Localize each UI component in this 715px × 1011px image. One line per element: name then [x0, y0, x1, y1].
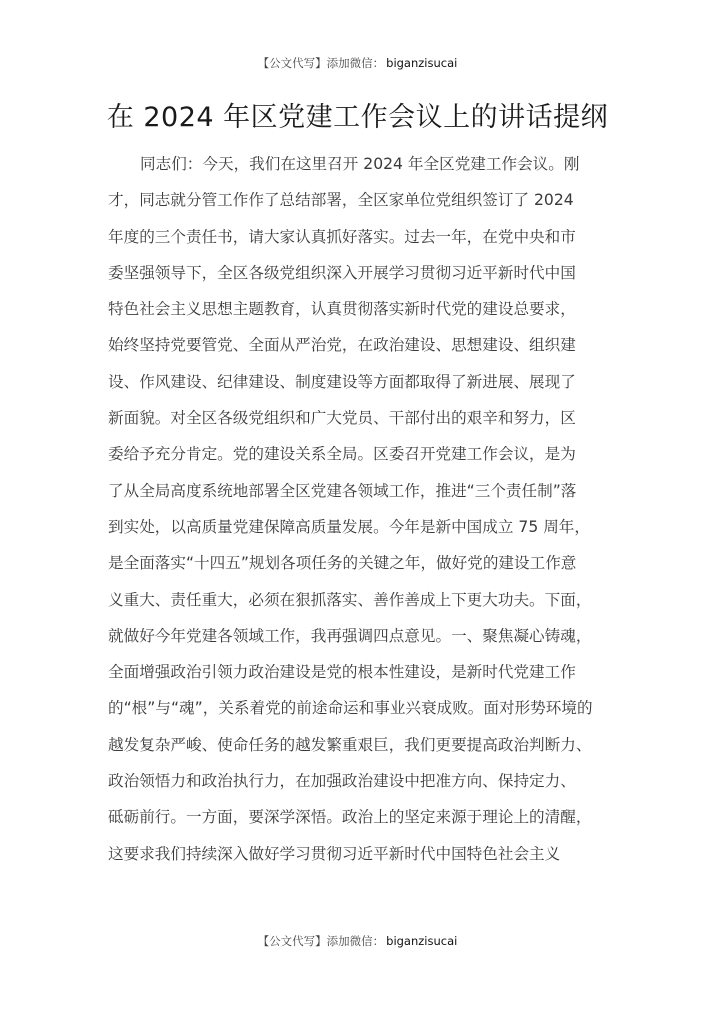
body-line: 年度的三个责任书，请大家认真抓好落实。过去一年，在党中央和市 [108, 227, 576, 246]
document-body [108, 146, 618, 872]
body-line: 同志们：今天，我们在这里召开 2024 年全区党建工作会议。刚 [140, 155, 580, 173]
body-line: 全面增强政治引领力政治建设是党的根本性建设，是新时代党建工作 [108, 663, 576, 682]
header-wechat-id: biganzisucai [386, 56, 458, 70]
body-line: 委给予充分肯定。党的建设关系全局。区委召开党建工作会议，是为 [108, 445, 576, 464]
body-line: 这要求我们持续深入做好学习贯彻习近平新时代中国特色社会主义 [108, 844, 561, 863]
footer-wechat-id: biganzisucai [386, 934, 458, 948]
body-line: 就做好今年党建各领域工作，我再强调四点意见。一、聚焦凝心铸魂， [108, 626, 592, 645]
body-line: 是全面落实“十四五”规划各项任务的关键之年，做好党的建设工作意 [108, 554, 577, 573]
body-line: 政治领悟力和政治执行力，在加强政治建设中把准方向、保持定力、 [108, 772, 576, 791]
footer-brand-text: 【公文代写】添加微信： [257, 934, 385, 948]
body-line: 义重大、责任重大，必须在狠抓落实、善作善成上下更大功夫。下面， [108, 590, 592, 609]
body-line: 的“根”与“魂”，关系着党的前途命运和事业兴衰成败。面对形势环境的 [108, 699, 593, 718]
body-line: 了从全局高度系统地部署全区党建各领域工作，推进“三个责任制”落 [108, 481, 577, 500]
body-line: 新面貌。对全区各级党组织和广大党员、干部付出的艰辛和努力，区 [108, 409, 576, 428]
body-line: 委坚强领导下，全区各级党组织深入开展学习贯彻习近平新时代中国 [108, 263, 576, 282]
footer-watermark-note [0, 933, 715, 949]
body-line: 到实处，以高质量党建保障高质量发展。今年是新中国成立 75 周年， [108, 517, 590, 536]
body-line: 特色社会主义思想主题教育，认真贯彻落实新时代党的建设总要求， [108, 300, 576, 319]
header-brand-text: 【公文代写】添加微信： [257, 56, 385, 70]
document-title: 在 2024 年区党建工作会议上的讲话提纲 [106, 102, 609, 133]
body-line: 越发复杂严峻、使命任务的越发繁重艰巨，我们更要提高政治判断力、 [108, 735, 592, 754]
header-watermark-note [0, 55, 715, 71]
body-line: 始终坚持党要管党、全面从严治党，在政治建设、思想建设、组织建 [108, 336, 576, 355]
body-line: 设、作风建设、纪律建设、制度建设等方面都取得了新进展、展现了 [108, 372, 576, 391]
body-line: 才，同志就分管工作作了总结部署，全区家单位党组织签订了 2024 [108, 191, 574, 210]
body-line: 砥砺前行。一方面，要深学深悟。政治上的坚定来源于理论上的清醒， [108, 808, 592, 827]
